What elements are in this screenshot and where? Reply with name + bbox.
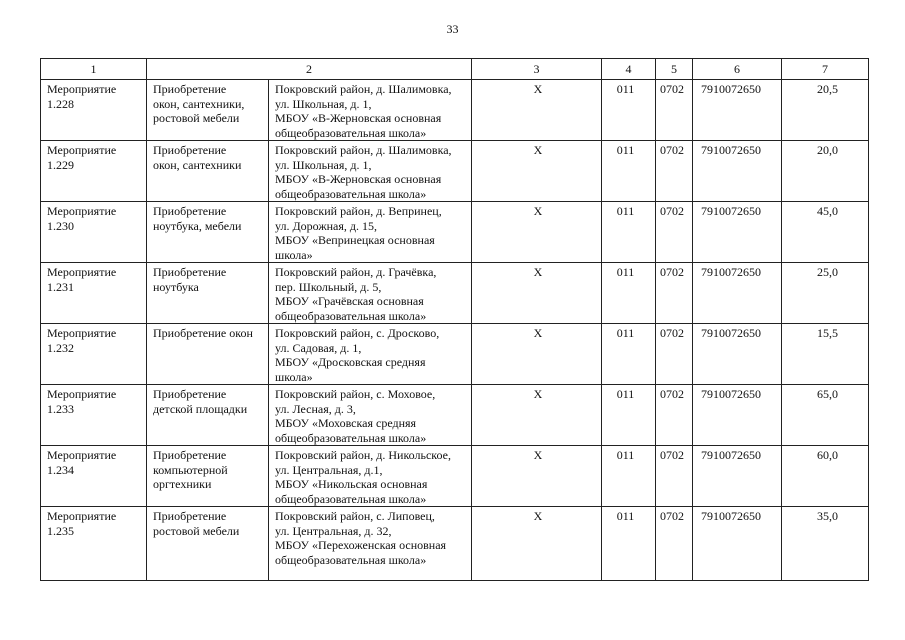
col5-cell: 0702 [656,141,693,202]
purpose-cell-line: Приобретение [153,204,227,218]
page-number: 33 [446,22,459,36]
address-cell-line: общеобразовательная школа» [275,308,427,323]
address-cell-line: ул. Дорожная, д. 15, [275,218,378,233]
address-cell-line: ул. Центральная, д.1, [275,462,383,477]
measure-id-cell-line: 1.229 [47,157,74,172]
purpose-cell-line: ноутбука, мебели [153,218,242,233]
address-cell [269,141,472,202]
col6-cell: 7910072650 [693,80,782,141]
col3-cell: X [472,141,602,202]
address-cell-line: ул. Школьная, д. 1, [275,96,372,111]
header-row [41,59,869,80]
measure-id-cell [41,446,147,507]
header-col-7: 7 [782,59,869,80]
address-cell-line: МБОУ «Моховская средняя [275,416,417,430]
table-row [41,141,869,202]
amount-cell: 45,0 [782,202,869,263]
address-cell-line: Покровский район, д. Вепринец, [275,204,442,218]
purpose-cell-line: Приобретение [153,82,227,96]
address-cell-line: общеобразовательная школа» [275,552,427,567]
measures-table [40,58,869,581]
address-cell-line: общеобразовательная школа» [275,125,427,140]
measure-id-cell-line: Мероприятие [47,326,117,340]
address-cell [269,324,472,385]
measure-id-cell-line: Мероприятие [47,509,117,523]
col4-cell: 011 [602,385,656,446]
address-cell-line: МБОУ «Дросковская средняя [275,355,426,369]
table-row [41,385,869,446]
table-row [41,507,869,581]
header-col-3: 3 [472,59,602,80]
measure-id-cell-line: 1.233 [47,401,74,416]
col6-cell: 7910072650 [693,202,782,263]
col6-cell: 7910072650 [693,141,782,202]
address-cell-line: МБОУ «Никольская основная [275,477,428,491]
purpose-cell [147,507,269,581]
col5-cell: 0702 [656,385,693,446]
purpose-cell [147,446,269,507]
col5-cell: 0702 [656,202,693,263]
table-row [41,202,869,263]
col4-cell: 011 [602,324,656,385]
address-cell-line: Покровский район, д. Шалимовка, [275,82,452,96]
measure-id-cell-line: 1.228 [47,96,74,111]
col5-cell: 0702 [656,507,693,581]
address-cell [269,263,472,324]
purpose-cell-line: ростовой мебели [153,111,240,125]
address-cell-line: МБОУ «Грачёвская основная [275,294,424,308]
col4-cell: 011 [602,507,656,581]
purpose-cell-line: окон, сантехники [153,157,242,172]
address-cell [269,80,472,141]
address-cell-line: Покровский район, д. Грачёвка, [275,265,437,279]
address-cell-line: МБОУ «Вепринецкая основная [275,233,435,247]
table-row [41,446,869,507]
col5-cell: 0702 [656,263,693,324]
purpose-cell [147,324,269,385]
address-cell-line: МБОУ «В-Жерновская основная [275,111,442,125]
purpose-cell-line: детской площадки [153,401,248,416]
address-cell-line: ул. Лесная, д. 3, [275,401,356,416]
measure-id-cell [41,263,147,324]
header-col-1: 1 [41,59,147,80]
col3-cell: X [472,385,602,446]
measure-id-cell [41,507,147,581]
address-cell-line: ул. Центральная, д. 32, [275,523,392,538]
address-cell-line: пер. Школьный, д. 5, [275,279,382,294]
address-cell-line: Покровский район, с. Моховое, [275,387,436,401]
col6-cell: 7910072650 [693,324,782,385]
col3-cell: X [472,446,602,507]
purpose-cell-line: Приобретение [153,448,227,462]
address-cell-line: Покровский район, с. Липовец, [275,509,435,523]
col3-cell: X [472,324,602,385]
purpose-cell-line: компьютерной [153,462,228,477]
address-cell [269,446,472,507]
measure-id-cell-line: Мероприятие [47,448,117,462]
purpose-cell-line: Приобретение [153,143,227,157]
purpose-cell [147,80,269,141]
col5-cell: 0702 [656,324,693,385]
col3-cell: X [472,507,602,581]
measure-id-cell [41,202,147,263]
address-cell [269,385,472,446]
purpose-cell-line: Приобретение [153,387,227,401]
header-col-2: 2 [147,59,472,80]
col6-cell: 7910072650 [693,446,782,507]
amount-cell: 60,0 [782,446,869,507]
address-cell-line: Покровский район, с. Дросково, [275,326,440,340]
address-cell-line: ул. Садовая, д. 1, [275,340,362,355]
address-cell-line: общеобразовательная школа» [275,186,427,201]
measure-id-cell-line: 1.235 [47,523,74,538]
measure-id-cell-line: Мероприятие [47,387,117,401]
amount-cell: 35,0 [782,507,869,581]
address-cell-line: общеобразовательная школа» [275,430,427,445]
purpose-cell [147,263,269,324]
purpose-cell-line: Приобретение [153,265,227,279]
col5-cell: 0702 [656,80,693,141]
measure-id-cell [41,141,147,202]
col4-cell: 011 [602,80,656,141]
col5-cell: 0702 [656,446,693,507]
header-col-5: 5 [656,59,693,80]
purpose-cell [147,141,269,202]
address-cell-line: МБОУ «В-Жерновская основная [275,172,442,186]
table-row [41,80,869,141]
measure-id-cell [41,80,147,141]
col3-cell: X [472,202,602,263]
measure-id-cell-line: 1.230 [47,218,74,233]
measure-id-cell-line: 1.232 [47,340,74,355]
address-cell-line: Покровский район, д. Шалимовка, [275,143,452,157]
amount-cell: 65,0 [782,385,869,446]
measure-id-cell [41,324,147,385]
measure-id-cell-line: Мероприятие [47,143,117,157]
col6-cell: 7910072650 [693,507,782,581]
col4-cell: 011 [602,263,656,324]
col4-cell: 011 [602,202,656,263]
purpose-cell-line: Приобретение окон [153,326,253,340]
measure-id-cell-line: Мероприятие [47,82,117,96]
table-row [41,263,869,324]
col4-cell: 011 [602,446,656,507]
measure-id-cell-line: 1.234 [47,462,74,477]
measure-id-cell-line: Мероприятие [47,265,117,279]
measure-id-cell-line: 1.231 [47,279,74,294]
address-cell-line: общеобразовательная школа» [275,491,427,506]
measure-id-cell-line: Мероприятие [47,204,117,218]
purpose-cell-line: Приобретение [153,509,227,523]
col6-cell: 7910072650 [693,263,782,324]
address-cell-line: Покровский район, д. Никольское, [275,448,451,462]
purpose-cell-line: ноутбука [153,279,199,294]
header-col-4: 4 [602,59,656,80]
amount-cell: 25,0 [782,263,869,324]
address-cell [269,202,472,263]
measure-id-cell [41,385,147,446]
amount-cell: 20,5 [782,80,869,141]
col6-cell: 7910072650 [693,385,782,446]
table-row [41,324,869,385]
purpose-cell-line: ростовой мебели [153,523,240,538]
purpose-cell [147,202,269,263]
address-cell [269,507,472,581]
col3-cell: X [472,80,602,141]
address-cell-line: школа» [275,247,313,262]
address-cell-line: МБОУ «Перехоженская основная [275,538,447,552]
header-col-6: 6 [693,59,782,80]
address-cell-line: ул. Школьная, д. 1, [275,157,372,172]
address-cell-line: школа» [275,369,313,384]
purpose-cell-line: оргтехники [153,477,212,491]
col3-cell: X [472,263,602,324]
amount-cell: 15,5 [782,324,869,385]
purpose-cell-line: окон, сантехники, [153,96,245,111]
col4-cell: 011 [602,141,656,202]
amount-cell: 20,0 [782,141,869,202]
purpose-cell [147,385,269,446]
